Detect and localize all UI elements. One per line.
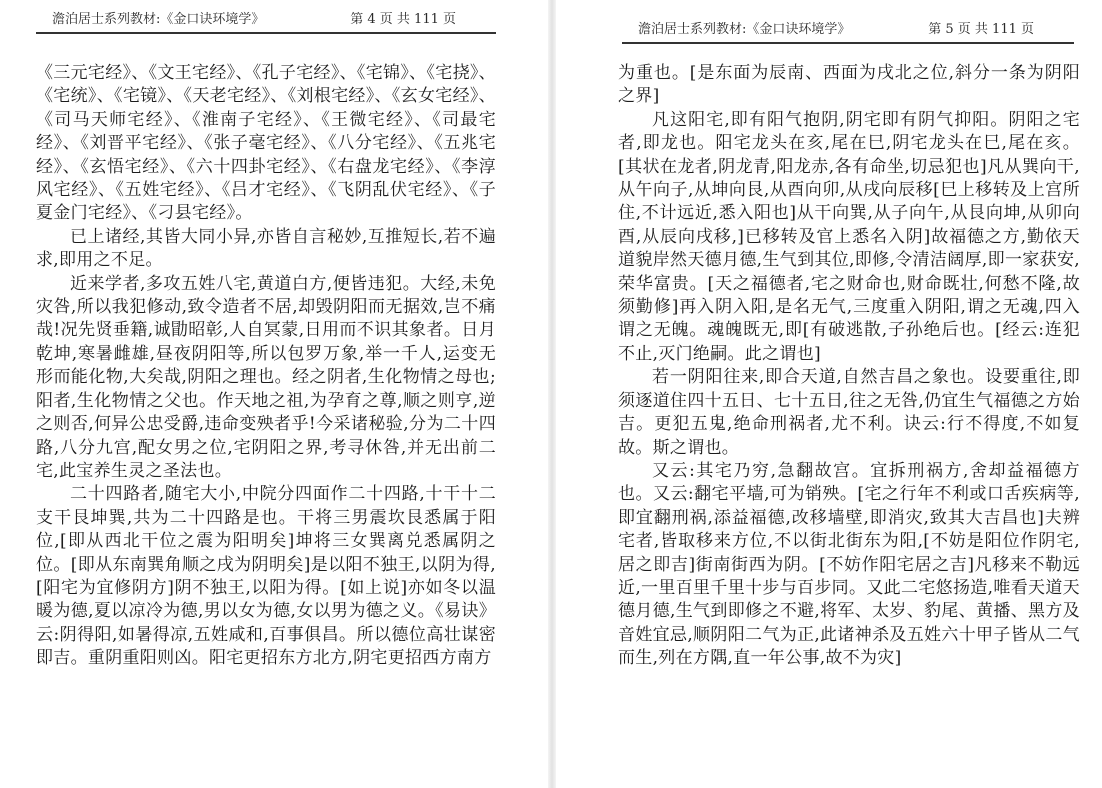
page-header — [36, 8, 496, 34]
paragraph: 凡这阳宅,即有阳气抱阴,阴宅即有阴气抑阳。阴阳之宅者,即龙也。阳宅龙头在亥,尾在巳,阴宅龙头在巳,尾在亥。[其状在龙者,阴龙青,阳龙赤,各有命坐,切忌犯也]凡从巽向干,从午向子,从坤向艮,从酉向卯,从戌向辰移[巳上移转及上宫所住,不计远近,悉入阳也]从干向巽,从子向午,从艮向坤,从卯向酉,从辰向戌移,]已移转及官上悉名入阴]故福德之方,勤依天道貌岸然天德月德,生气到其位,即修,令清洁阔厚,即一家获安,荣华富贵。[天之福德者,宅之财命也,财命既壮,何愁不隆,故须勤修]再入阴入阳,是名无气,三度重入阴阳,谓之无魂,四入谓之无魄。魂魄既无,即[有破逃散,子孙绝后也。[经云:连犯不止,灭门绝嗣。此之谓也] — [618, 109, 1080, 364]
paragraph: 为重也。[是东面为辰南、西面为戌北之位,斜分一条为阴阳之界] — [618, 63, 1080, 107]
right-page — [562, 0, 1102, 788]
page-header — [622, 18, 1074, 44]
page-body — [618, 62, 1080, 671]
paragraph: 已上诸经,其皆大同小异,亦皆自言秘妙,互推短长,若不遍求,即用之不足。 — [36, 226, 496, 271]
paragraph: 《三元宅经》、《文王宅经》、《孔子宅经》、《宅锦》、《宅挠》、《宅统》、《宅镜》、《天老宅经》、《刘根宅经》、《玄女宅经》、《司马天师宅经》、《淮南子宅经》、《王微宅经》、《司最宅经》、《刘晋平宅经》、《张子毫宅经》、《八分宅经》、《五兆宅经》、《玄悟宅经》、《六十四卦宅经》、《右盘龙宅经》、《李淳风宅经》、《五姓宅经》、《吕才宅经》、《飞阴乱伏宅经》、《子夏金门宅经》、《刁县宅经》。 — [36, 63, 496, 224]
series-title: 澹泊居士系列教材:《金口诀环境学》 — [52, 12, 265, 27]
paragraph: 若一阴阳往来,即合天道,自然吉昌之象也。设要重往,即须逐道住四十五日、七十五日,往之无咎,仍宜生气福德之方始吉。更犯五鬼,绝命刑祸者,尤不利。诀云:行不得度,不如复故。斯之谓也。 — [618, 367, 1080, 458]
paragraph: 又云:其宅乃穷,急翻故宫。宜拆刑祸方,舍却益福德方也。又云:翻宅平墙,可为销殃。[宅之行年不利或口舌疾病等,即宜翻刑祸,添益福德,改移墙壁,即消灾,致其大吉昌也]夫辨宅者,皆取移来方位,不以街北街东为阳,[不妨是阳位作阴宅,居之即吉]街南街西为阴。[不妨作阳宅居之吉]凡移来不勒远近,一里百里千里十步与百步同。又此二宅悠扬造,唯看天道天德月德,生气到即修之不避,将军、太岁、豹尾、黄播、黑方及音姓宜忌,顺阴阳二气为正,此诸神杀及五姓六十甲子皆从二气而生,列在方隅,直一年公事,故不为灾] — [618, 460, 1080, 669]
page-number: 第 4 页 共 111 页 — [350, 12, 456, 27]
paragraph: 二十四路者,随宅大小,中院分四面作二十四路,十干十二支干艮坤巽,共为二十四路是也。干将三男震坎艮悉属于阳位,[即从西北干位之震为阳明矣]坤将三女巽离兑悉属阴之位。[即从东南巽角顺之戌为阴明矣]是以阳不独王,以阴为得,[阳宅为宜修阴方]阴不独王,以阳为得。[如上说]亦如冬以温暖为德,夏以凉冷为德,男以女为德,女以男为德之义。《易诀》云:阴得阳,如暑得凉,五姓咸和,百事俱昌。所以德位高壮谋密即吉。重阴重阳则凶。阳宅更招东方北方,阴宅更招西方南方 — [36, 484, 496, 669]
page-body — [36, 62, 496, 671]
page-number: 第 5 页 共 111 页 — [928, 22, 1034, 37]
book-gutter — [548, 0, 556, 788]
left-page — [0, 0, 540, 788]
paragraph: 近来学者,多攻五姓八宅,黄道白方,便皆违犯。大经,未免灾咎,所以我犯修动,致令造者不居,却毁阴阳而无据效,岂不痛哉!况先贤垂籍,诚勖昭彰,人自冥蒙,日用而不识其象者。日月乾坤,寒暑雌雄,昼夜阴阳等,所以包罗万象,举一千人,运变无形而能化物,大矣哉,阴阳之理也。经之阴者,生化物情之母也;阳者,生化物情之父也。作天地之祖,为孕育之尊,顺之则亨,逆之则否,何异公忠受爵,违命变殃者乎!今采诸秘验,分为二十四路,八分九宫,配女男之位,宅阴阳之界,考寻休咎,并无出前二宅,此宝养生灵之圣法也。 — [36, 273, 496, 481]
series-title: 澹泊居士系列教材:《金口诀环境学》 — [638, 22, 851, 37]
